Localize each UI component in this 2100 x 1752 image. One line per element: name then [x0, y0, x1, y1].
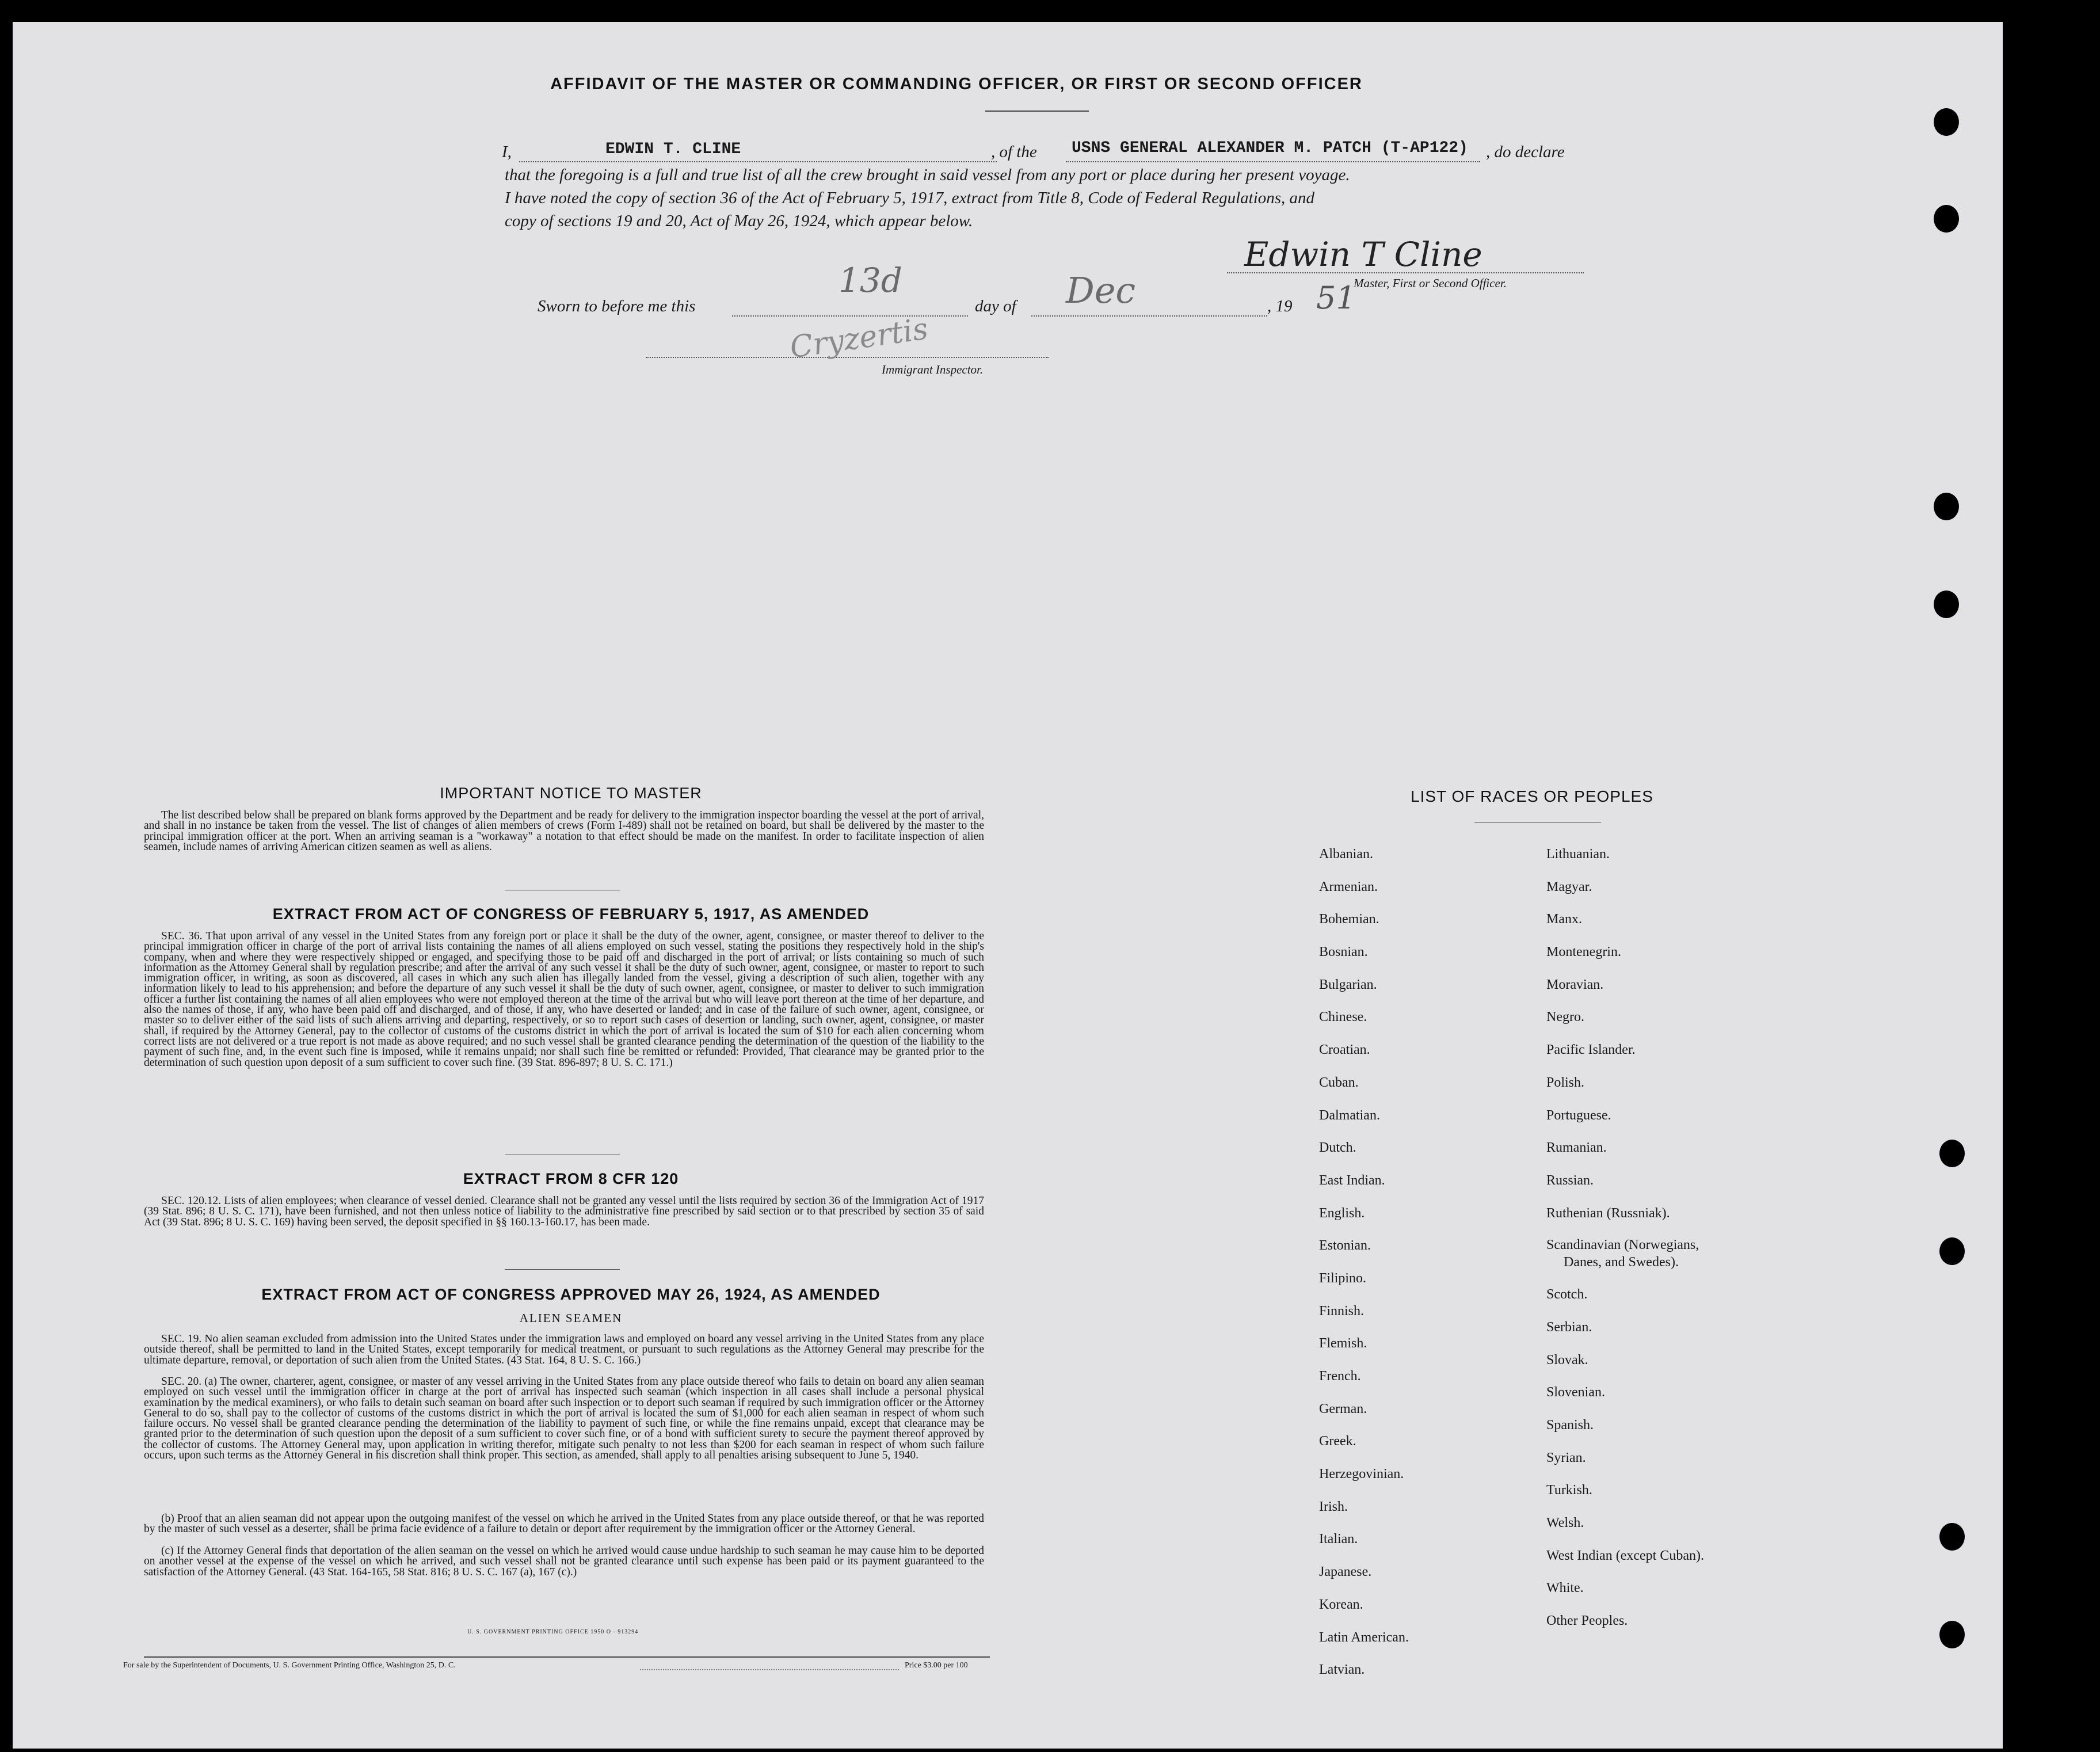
races-column-2: [1546, 838, 1704, 1637]
punch-hole: [1934, 591, 1959, 618]
race-item: Armenian.: [1319, 879, 1378, 894]
name-line: [519, 161, 997, 162]
for-sale-text: For sale by the Superintendent of Documents, U. S. Government Printing Office, Washington 25, D. C.: [123, 1661, 456, 1670]
punch-hole: [1934, 205, 1959, 233]
sec20c-text: (c) If the Attorney General finds that deportation of the alien seaman on the vessel on which he arrived would cause undue hardship to such seaman he may cause him to be deported on another vessel at the expense of the vessel on which he arrived, and such vessel shall not be granted clearance until such expense has been paid or its payment guaranteed to the satisfaction of the Attorney General. (43 Stat. 164-165, 58 Stat. 816; 8 U. S. C. 167 (a), 167 (c).): [144, 1545, 984, 1578]
race-item: Herzegovinian.: [1319, 1467, 1404, 1482]
race-item: Greek.: [1319, 1434, 1356, 1449]
race-item: Portuguese.: [1546, 1107, 1611, 1123]
race-item: Dutch.: [1319, 1140, 1356, 1156]
sec19-text: SEC. 19. No alien seaman excluded from admission into the United States under the immigration laws and employed on board any vessel arriving in the United States from any place outside thereof, shall be permitted to land in the United States, except temporarily for medical treatment, or pursuant to such regulations as the Attorney General may prescribe for the ultimate departure, removal, or deportation of such alien from the United States. (43 Stat. 164, 8 U. S. C. 166.): [144, 1333, 984, 1366]
race-item: Slovak.: [1546, 1352, 1588, 1368]
race-item-scandinavian: Scandinavian (Norwegians,: [1546, 1237, 1699, 1253]
race-item: Finnish.: [1319, 1303, 1365, 1319]
race-item: Polish.: [1546, 1075, 1585, 1090]
race-item: Ruthenian (Russniak).: [1546, 1205, 1670, 1221]
punch-hole: [1939, 1523, 1965, 1551]
race-item: Russian.: [1546, 1172, 1594, 1188]
affidavit-line-4: copy of sections 19 and 20, Act of May 26, 1924, which appear below.: [505, 212, 973, 230]
extract-cfr-title: EXTRACT FROM 8 CFR 120: [463, 1170, 679, 1187]
vessel-name: USNS GENERAL ALEXANDER M. PATCH (T-AP122): [1072, 139, 1468, 157]
race-item: Korean.: [1319, 1597, 1363, 1612]
vessel-line: [1066, 161, 1480, 162]
race-item: French.: [1319, 1369, 1361, 1384]
affidavit-title: AFFIDAVIT OF THE MASTER OR COMMANDING OFFICER, OR FIRST OR SECOND OFFICER: [550, 75, 1363, 93]
punch-hole: [1934, 493, 1959, 520]
affidavit-line-3: I have noted the copy of section 36 of the Act of February 5, 1917, extract from Title 8, Code of Federal Regulations, and: [505, 189, 1315, 207]
sec20b-text: (b) Proof that an alien seaman did not appear upon the outgoing manifest of the vessel on which he arrived in the United States from any place outside thereof, or that he was reported by the master of such vessel as a deserter, shall be prima facie evidence of a failure to detain or deport after requirement by the immigration officer or the Attorney General.: [144, 1513, 984, 1536]
race-item: White.: [1546, 1580, 1584, 1596]
race-item: Cuban.: [1319, 1075, 1359, 1090]
day-value: 13d: [839, 261, 902, 300]
race-item: Flemish.: [1319, 1336, 1367, 1351]
of-the-text: , of the: [991, 143, 1037, 161]
affidavit-i: I,: [502, 143, 512, 161]
punch-hole: [1939, 1237, 1965, 1265]
footer-rule: [144, 1656, 990, 1658]
inspector-caption: Immigrant Inspector.: [882, 363, 984, 376]
footer-leader: [640, 1669, 899, 1670]
price-text: Price $3.00 per 100: [905, 1661, 968, 1670]
race-item: Pacific Islander.: [1546, 1042, 1636, 1058]
race-item: Chinese.: [1319, 1010, 1367, 1025]
race-item: English.: [1319, 1205, 1365, 1221]
race-item: Dalmatian.: [1319, 1107, 1380, 1123]
race-item: Latvian.: [1319, 1662, 1365, 1678]
race-item: Manx.: [1546, 912, 1582, 927]
year-prefix: , 19: [1267, 297, 1293, 315]
race-item: Rumanian.: [1546, 1140, 1607, 1156]
month-line: [1031, 315, 1267, 317]
document-page: [13, 22, 2003, 1749]
race-item: Lithuanian.: [1546, 847, 1610, 862]
race-item: [1546, 1229, 1704, 1278]
race-item: Other Peoples.: [1546, 1613, 1628, 1629]
race-item: Turkish.: [1546, 1483, 1592, 1498]
master-caption: Master, First or Second Officer.: [1354, 276, 1507, 290]
race-item: Welsh.: [1546, 1515, 1584, 1531]
year-value: 51: [1316, 280, 1356, 316]
race-item: Negro.: [1546, 1010, 1584, 1025]
extract-1917-title: EXTRACT FROM ACT OF CONGRESS OF FEBRUARY 5, 1917, AS AMENDED: [272, 905, 870, 923]
affidavit-line-2: that the foregoing is a full and true list of all the crew brought in said vessel from any port or place during her present voyage.: [505, 166, 1350, 184]
race-item: Serbian.: [1546, 1319, 1592, 1335]
race-item: German.: [1319, 1401, 1367, 1416]
race-item: Magyar.: [1546, 879, 1592, 894]
race-item: Japanese.: [1319, 1564, 1372, 1580]
race-item: Estonian.: [1319, 1238, 1371, 1254]
race-item: Moravian.: [1546, 977, 1604, 992]
race-item: Croatian.: [1319, 1042, 1370, 1058]
notice-text: The list described below shall be prepared on blank forms approved by the Department and be ready for delivery to the immigration inspector boarding the vessel at the port of arrival, and shall in no instance be taken from the vessel. The list of changes of alien members of crews (Form I-489) shall not be retained on board, but shall be delivered by the master to the principal immigration officer at the port. When an arriving seaman is a "workaway" a notation to that effect should be made on the manifest. In order to facilitate inspection of alien seamen, include names of arriving American citizen seamen as well as aliens.: [144, 809, 984, 853]
month-value: Dec: [1066, 269, 1136, 311]
extract-1924-title: EXTRACT FROM ACT OF CONGRESS APPROVED MAY 26, 1924, AS AMENDED: [261, 1286, 881, 1303]
race-item: Irish.: [1319, 1499, 1348, 1514]
master-signature: Edwin T Cline: [1244, 235, 1482, 274]
do-declare-text: , do declare: [1486, 143, 1565, 161]
races-title: LIST OF RACES OR PEOPLES: [1411, 787, 1653, 805]
extract-cfr-text: SEC. 120.12. Lists of alien employees; when clearance of vessel denied. Clearance shall not be granted any vessel until the lists required by section 36 of the Immigration Act of 1917 (39 Stat. 896; 8 U. S. C. 171), have been furnished, and not then unless notice of liability to the administrative fine prescribed by said section or to that prescribed by section 35 of said Act (39 Stat. 896; 8 U. S. C. 169) having been served, the deposit specified in §§ 160.13-160.17, has been made.: [144, 1195, 984, 1228]
divider: [505, 1269, 620, 1270]
printer-imprint: U. S. GOVERNMENT PRINTING OFFICE 1950 O - 913294: [467, 1629, 639, 1635]
race-item: Bohemian.: [1319, 912, 1379, 927]
sec20a-text: SEC. 20. (a) The owner, charterer, agent, consignee, or master of any vessel arriving in the United States from any place outside thereof who fails to detain on board any alien seaman employed on such vessel until the immigration officer in charge at the port of arrival has inspected such seaman (which inspection in all cases shall include a personal physical examination by the medical examiners), or who fails to detain such seaman on board after such inspection or to deport such seaman if required by such immigration officer or the Attorney General to do so, shall pay to the collector of customs of the customs district in which the port of arrival is located the sum of $1,000 for each alien seaman in respect of whom such failure occurs. No vessel shall be granted clearance pending the determination of the liability to payment of such fine, or while the fine remains unpaid, except that clearance may be granted prior to the determination of such question upon the deposit of a sum sufficient to cover such fine, or of a bond with sufficient surety to secure the payment thereof approved by the collector of customs. The Attorney General may, upon application in writing therefor, mitigate such penalty to not less than $200 for each seaman in respect of whom such failure occurs, upon such terms as the Attorney General in his discretion shall think proper. This section, as amended, shall apply to all penalties arising subsequent to June 5, 1940.: [144, 1376, 984, 1462]
sworn-text: Sworn to before me this: [538, 297, 696, 315]
master-name: EDWIN T. CLINE: [605, 140, 741, 158]
day-line: [732, 315, 968, 317]
race-item: Bosnian.: [1319, 944, 1368, 960]
race-item: Montenegrin.: [1546, 944, 1621, 960]
race-item: Scotch.: [1546, 1287, 1588, 1302]
punch-hole: [1939, 1140, 1965, 1167]
race-item: Spanish.: [1546, 1418, 1594, 1433]
race-item: Slovenian.: [1546, 1385, 1605, 1400]
extract-1917-text: SEC. 36. That upon arrival of any vessel in the United States from any foreign port or place it shall be the duty of the owner, agent, consignee, or master thereof to deliver to the principal immigration officer in charge of the port of arrival lists containing the names of all aliens employed on such vessel, stating the positions they respectively hold in the ship's company, when and where they were respectively shipped or engaged, and specifying those to be paid off and discharged in the port of arrival; or lists containing so much of such information as the Attorney General shall by regulation prescribe; and after the arrival of any such vessel it shall be the duty of such owner, agent, consignee, or master to report to such immigration officer, in writing, as soon as discovered, all cases in which any such alien has illegally landed from the vessel, giving a description of such alien, together with any information likely to lead to his apprehension; and before the departure of any such vessel it shall be the duty of such owner, agent, consignee, or master to deliver to such immigration officer a further list containing the names of all alien employees who were not employed thereon at the time of the arrival but who will leave port thereon at the time of her departure, and also the names of those, if any, who have been paid off and discharged, and of those, if any, who have deserted or landed; and in case of the failure of such owner, agent, consignee, or master so to deliver either of the said lists of such aliens arriving and departing, respectively, or so to report such cases of desertion or landing, such owner, agent, consignee, or master shall, if required by the Attorney General, pay to the collector of customs of the customs district in which the port of arrival is located the sum of $10 for each alien concerning whom correct lists are not delivered or a true report is not made as above required; and no such vessel shall be granted clearance pending the determination of the question of the liability to the payment of such fine, and, in the event such fine is imposed, while it remains unpaid; nor shall such fine be remitted or refunded: Provided, That clearance may be granted prior to the determination of such question upon deposit of a sum sufficient to cover such fine. (39 Stat. 896-897; 8 U. S. C. 171.): [144, 930, 984, 1069]
race-item: East Indian.: [1319, 1172, 1385, 1188]
punch-hole: [1934, 108, 1959, 136]
race-item: Bulgarian.: [1319, 977, 1377, 992]
race-item: Albanian.: [1319, 847, 1373, 862]
punch-hole: [1939, 1621, 1965, 1648]
day-of-text: day of: [975, 297, 1016, 315]
race-item-scandinavian-cont: Danes, and Swedes).: [1564, 1255, 1679, 1270]
alien-seamen-subtitle: ALIEN SEAMEN: [519, 1311, 623, 1325]
race-item: Italian.: [1319, 1532, 1358, 1547]
race-item: Latin American.: [1319, 1629, 1409, 1645]
inspector-signature: Cryzertis: [787, 311, 931, 365]
race-item: Syrian.: [1546, 1450, 1586, 1465]
notice-title: IMPORTANT NOTICE TO MASTER: [440, 784, 702, 802]
title-rule: [985, 111, 1089, 112]
race-item: Filipino.: [1319, 1270, 1367, 1286]
race-item: West Indian (except Cuban).: [1546, 1548, 1704, 1563]
races-column-1: [1319, 838, 1409, 1686]
